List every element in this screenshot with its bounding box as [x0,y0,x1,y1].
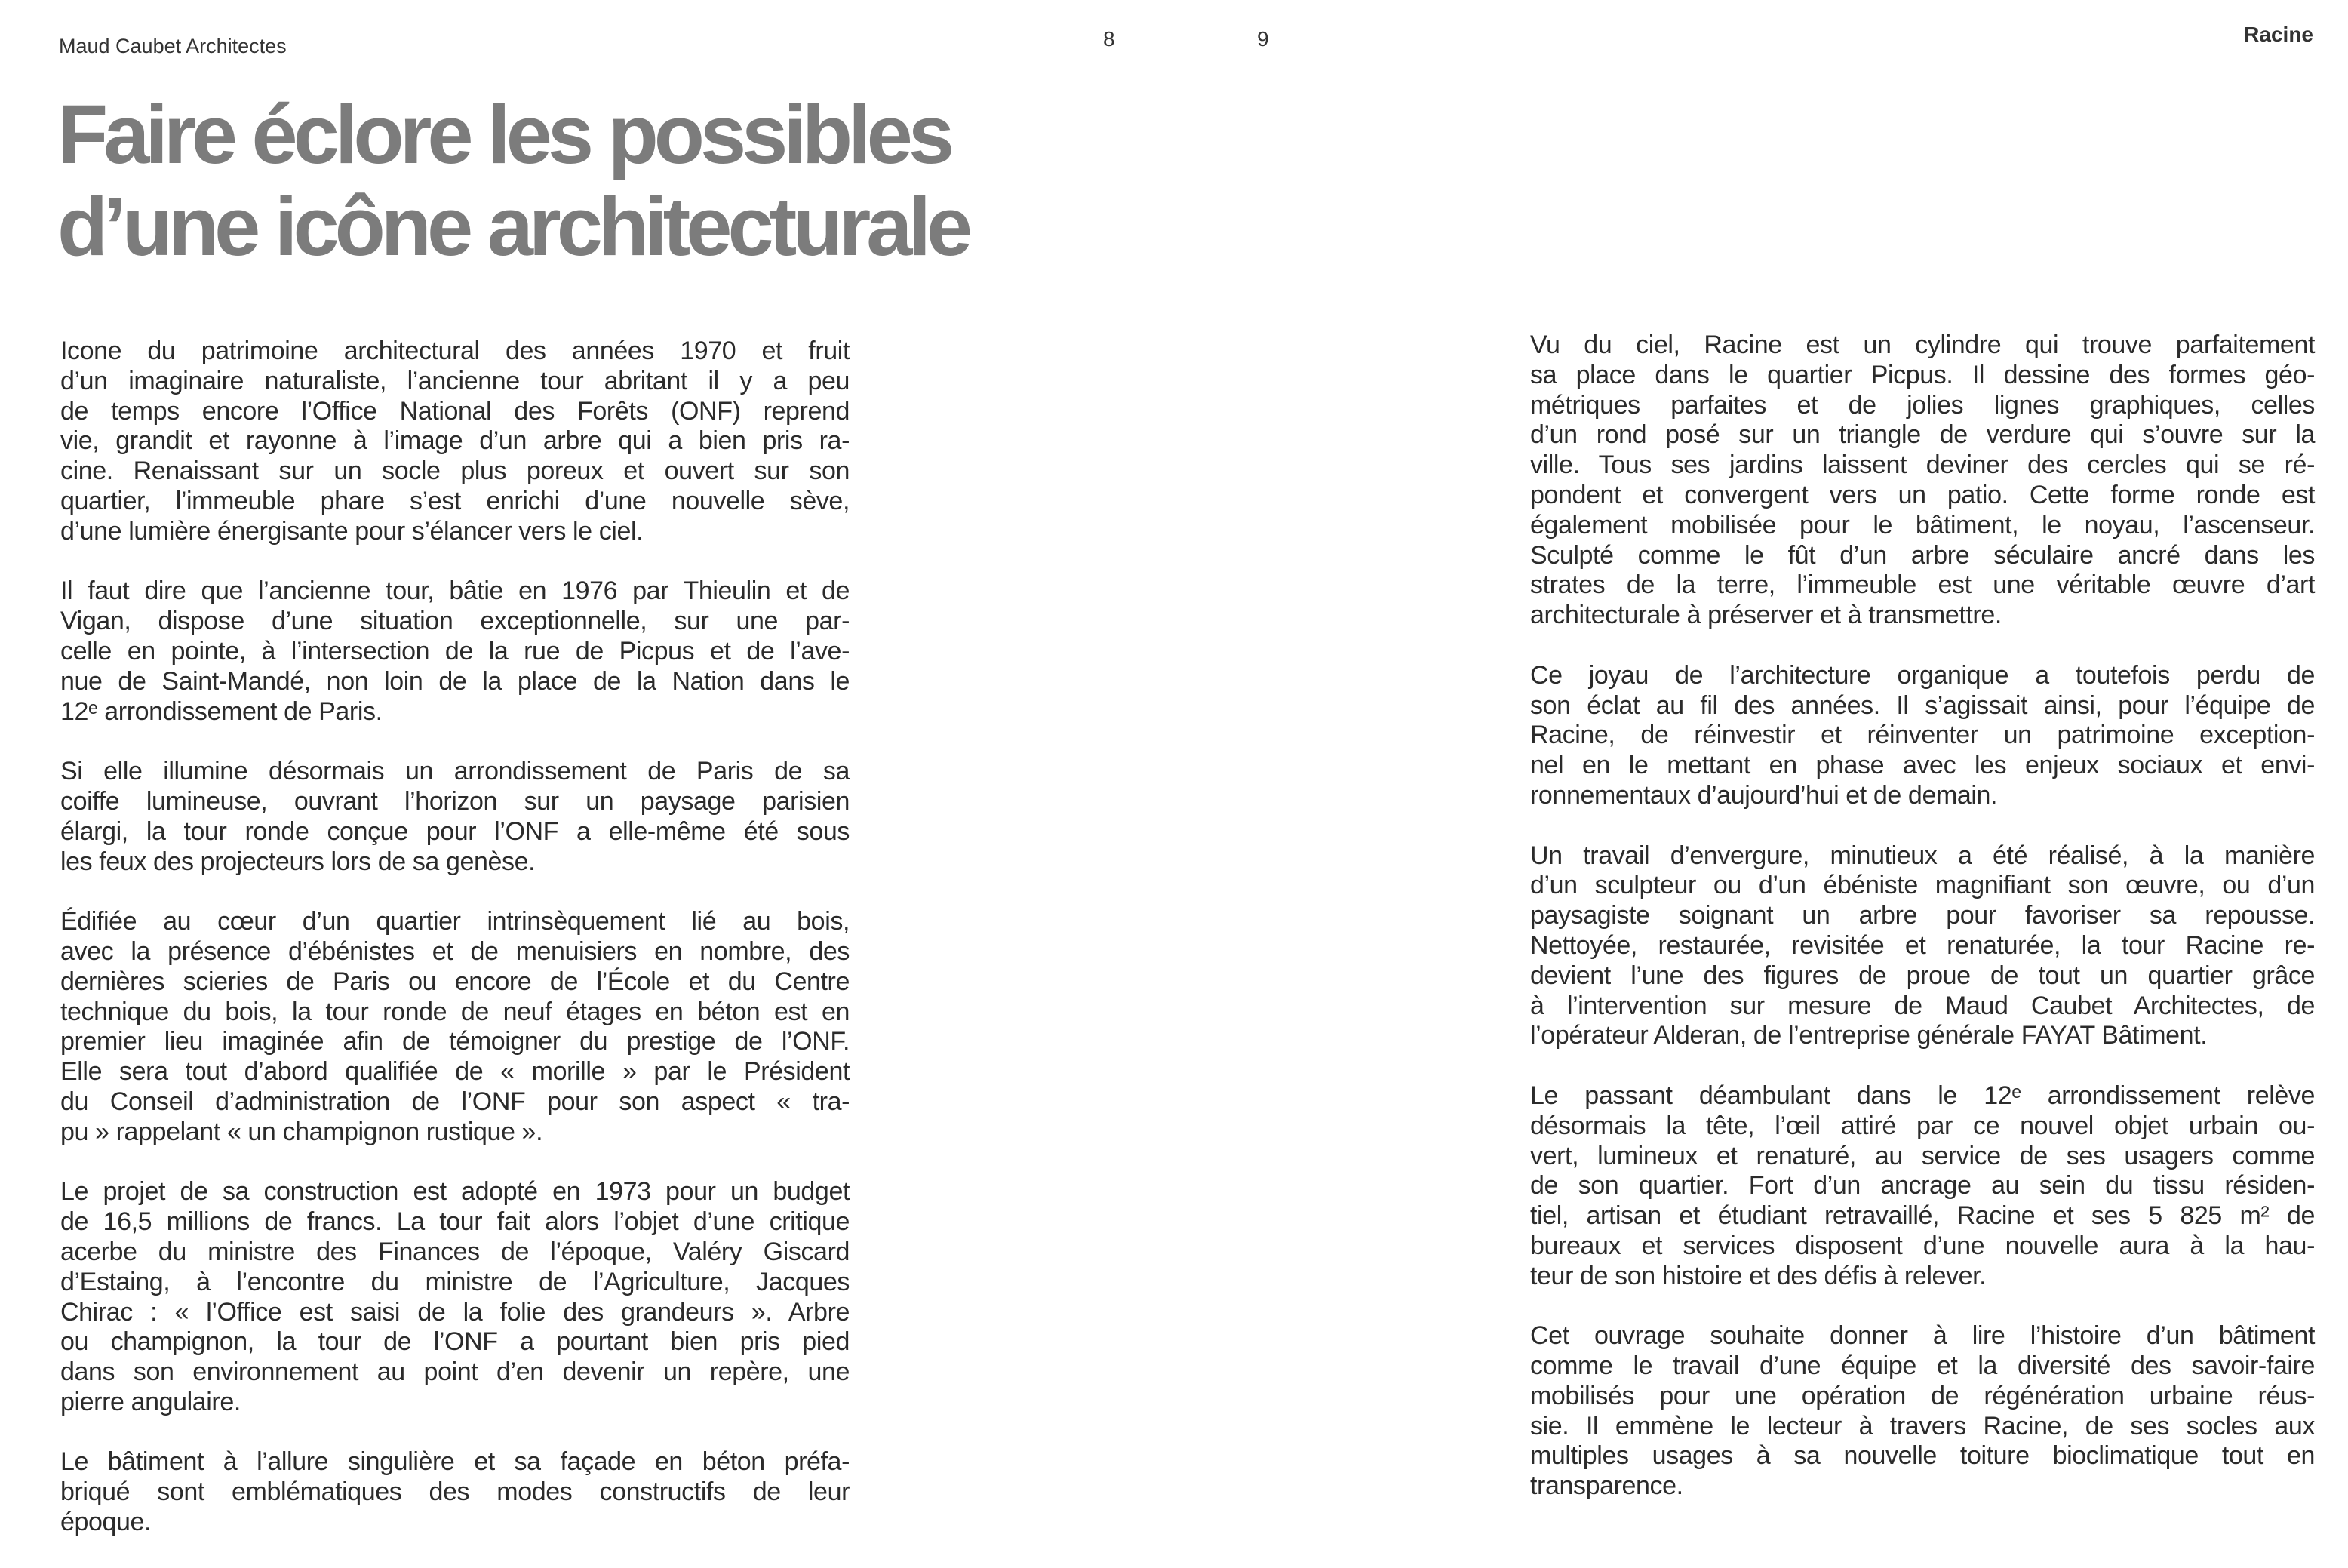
text-line: d’une lumière énergisante pour s’élancer vers le ciel. [60,516,644,546]
text-line: Racine, de réinvestir et réinventer un patrimoine exception- [1530,721,2315,750]
page-number-right: 9 [1257,27,1269,51]
text-line: quartier, l’immeuble phare s’est enrichi d’une nouvelle sève, [60,486,850,515]
text-line: Le bâtiment à l’allure singulière et sa façade en béton préfa- [60,1447,850,1477]
text-line: mobilisés pour une opération de régénération urbaine réus- [1530,1381,2315,1410]
text-line: sa place dans le quartier Picpus. Il dessine des formes géo- [1530,360,2315,389]
text-line: tiel, artisan et étudiant retravaillé, Racine et ses 5 825 m² de [1530,1201,2315,1231]
text-line: Le passant déambulant dans le 12ᵉ arrondissement relève [1530,1081,2315,1110]
text-line: devient l’une des figures de proue de tout un quartier grâce [1530,961,2315,990]
text-line: multiples usages à sa nouvelle toiture bioclimatique tout en [1530,1441,2315,1471]
text-line: dans son environnement au point d’en devenir un repère, une [60,1357,850,1387]
text-line: Un travail d’envergure, minutieux a été réalisé, à la manière [1530,841,2315,870]
paragraph [60,337,850,547]
text-line: de temps encore l’Office National des Forêts (ONF) reprend [60,396,850,426]
paragraph [1530,661,2315,811]
text-line: vie, grandit et rayonne à l’image d’un arbre qui a bien pris ra- [60,426,850,456]
paragraph [1530,1081,2315,1292]
text-line: nel en le mettant en phase avec les enjeux sociaux et envi- [1530,751,2315,780]
left-page-body [60,337,850,1568]
text-line: coiffe lumineuse, ouvrant l’horizon sur un paysage parisien [60,786,850,816]
text-line: Chirac : « l’Office est saisi de la folie des grandeurs ». Arbre [60,1297,850,1327]
text-line: Sculpté comme le fût d’un arbre séculaire ancré dans les [1530,540,2315,570]
paragraph [1530,1321,2315,1502]
text-line: Le projet de sa construction est adopté en 1973 pour un budget [60,1177,850,1207]
text-line: ou champignon, la tour de l’ONF a pourtant bien pris pied [60,1327,850,1357]
text-line: l’opérateur Alderan, de l’entreprise générale FAYAT Bâtiment. [1530,1021,2208,1050]
paragraph [60,907,850,1147]
text-line: de 16,5 millions de francs. La tour fait alors l’objet d’une critique [60,1207,850,1237]
text-line: Cet ouvrage souhaite donner à lire l’histoire d’un bâtiment [1530,1321,2315,1351]
text-line: nue de Saint-Mandé, non loin de la place de la Nation dans le [60,666,850,696]
text-line: 12ᵉ arrondissement de Paris. [60,696,383,726]
text-line: premier lieu imaginée afin de témoigner du prestige de l’ONF. [60,1027,850,1056]
text-line: Vu du ciel, Racine est un cylindre qui trouve parfaitement [1530,331,2315,359]
text-line: élargi, la tour ronde conçue pour l’ONF a elle-même été sous [60,816,850,846]
running-head-left: Maud Caubet Architectes [59,35,287,57]
text-line: métriques parfaites et de jolies lignes graphiques, celles [1530,390,2315,420]
text-line: les feux des projecteurs lors de sa genèse. [60,847,536,876]
text-line: pierre angulaire. [60,1387,241,1416]
text-line: d’un imaginaire naturaliste, l’ancienne tour abritant il y a peu [60,366,850,395]
text-line: d’un rond posé sur un triangle de verdure qui s’ouvre sur la [1530,420,2315,450]
text-line: Elle sera tout d’abord qualifiée de « morille » par le Président [60,1057,850,1087]
text-line: époque. [60,1508,152,1537]
text-line: celle en pointe, à l’intersection de la rue de Picpus et de l’ave- [60,636,850,666]
text-line: Vigan, dispose d’une situation exceptionnelle, sur une par- [60,607,850,636]
text-line: pu » rappelant « un champignon rustique ». [60,1117,543,1146]
text-line: Ce joyau de l’architecture organique a toutefois perdu de [1530,660,2315,690]
text-line: acerbe du ministre des Finances de l’époque, Valéry Giscard [60,1237,850,1266]
right-page-body [1530,331,2315,1532]
text-line: désormais la tête, l’œil attiré par ce nouvel objet urbain ou- [1530,1111,2315,1140]
running-head-right: Racine [2244,23,2313,46]
text-line: bureaux et services disposent d’une nouvelle aura à la hau- [1530,1231,2315,1260]
text-line: technique du bois, la tour ronde de neuf étages en béton est en [60,997,850,1026]
text-line: son éclat au fil des années. Il s’agissait ainsi, pour l’équipe de [1530,690,2315,720]
page-title [57,89,968,273]
title-line-1: Faire éclore les possibles [57,88,951,181]
text-line: strates de la terre, l’immeuble est une véritable œuvre d’art [1530,570,2315,600]
text-line: du Conseil d’administration de l’ONF pour son aspect « tra- [60,1087,850,1116]
text-line: comme le travail d’une équipe et la diversité des savoir-faire [1530,1351,2315,1381]
text-line: cine. Renaissant sur un socle plus poreux et ouvert sur son [60,457,850,486]
text-line: Si elle illumine désormais un arrondissement de Paris de sa [60,757,850,786]
text-line: vert, lumineux et renaturé, au service de ses usagers comme [1530,1141,2315,1170]
text-line: de son quartier. Fort d’un ancrage au sein du tissu résiden- [1530,1171,2315,1201]
text-line: à l’intervention sur mesure de Maud Caubet Architectes, de [1530,991,2315,1020]
title-line-2: d’une icône architecturale [57,180,969,273]
text-line: sie. Il emmène le lecteur à travers Racine, de ses socles aux [1530,1411,2315,1440]
text-line: Nettoyée, restaurée, revisitée et renaturée, la tour Racine re- [1530,930,2315,960]
text-line: teur de son histoire et des défis à relever. [1530,1261,1987,1290]
text-line: Il faut dire que l’ancienne tour, bâtie en 1976 par Thieulin et de [60,576,850,606]
text-line: d’Estaing, à l’encontre du ministre de l’Agriculture, Jacques [60,1267,850,1296]
text-line: ronnementaux d’aujourd’hui et de demain. [1530,780,1998,810]
paragraph [1530,841,2315,1052]
page-number-left: 8 [1103,27,1115,51]
text-line: briqué sont emblématiques des modes constructifs de leur [60,1477,850,1507]
text-line: architecturale à préserver et à transmettre. [1530,601,2002,630]
text-line: pondent et convergent vers un patio. Cette forme ronde est [1530,480,2315,509]
paragraph [1530,331,2315,631]
paragraph [60,576,850,727]
paragraph [60,757,850,877]
text-line: avec la présence d’ébénistes et de menuisiers en nombre, des [60,936,850,966]
text-line: d’un sculpteur ou d’un ébéniste magnifiant son œuvre, ou d’un [1530,871,2315,900]
text-line: ville. Tous ses jardins laissent deviner des cercles qui se ré- [1530,450,2315,480]
text-line: transparence. [1530,1471,1683,1501]
text-line: paysagiste soignant un arbre pour favoriser sa repousse. [1530,901,2315,930]
text-line: dernières scieries de Paris ou encore de l’École et du Centre [60,967,850,996]
text-line: Édifiée au cœur d’un quartier intrinsèquement lié au bois, [60,907,850,936]
text-line: également mobilisée pour le bâtiment, le noyau, l’ascenseur. [1530,510,2315,540]
text-line: Icone du patrimoine architectural des années 1970 et fruit [60,337,850,365]
paragraph [60,1177,850,1417]
paragraph [60,1447,850,1537]
